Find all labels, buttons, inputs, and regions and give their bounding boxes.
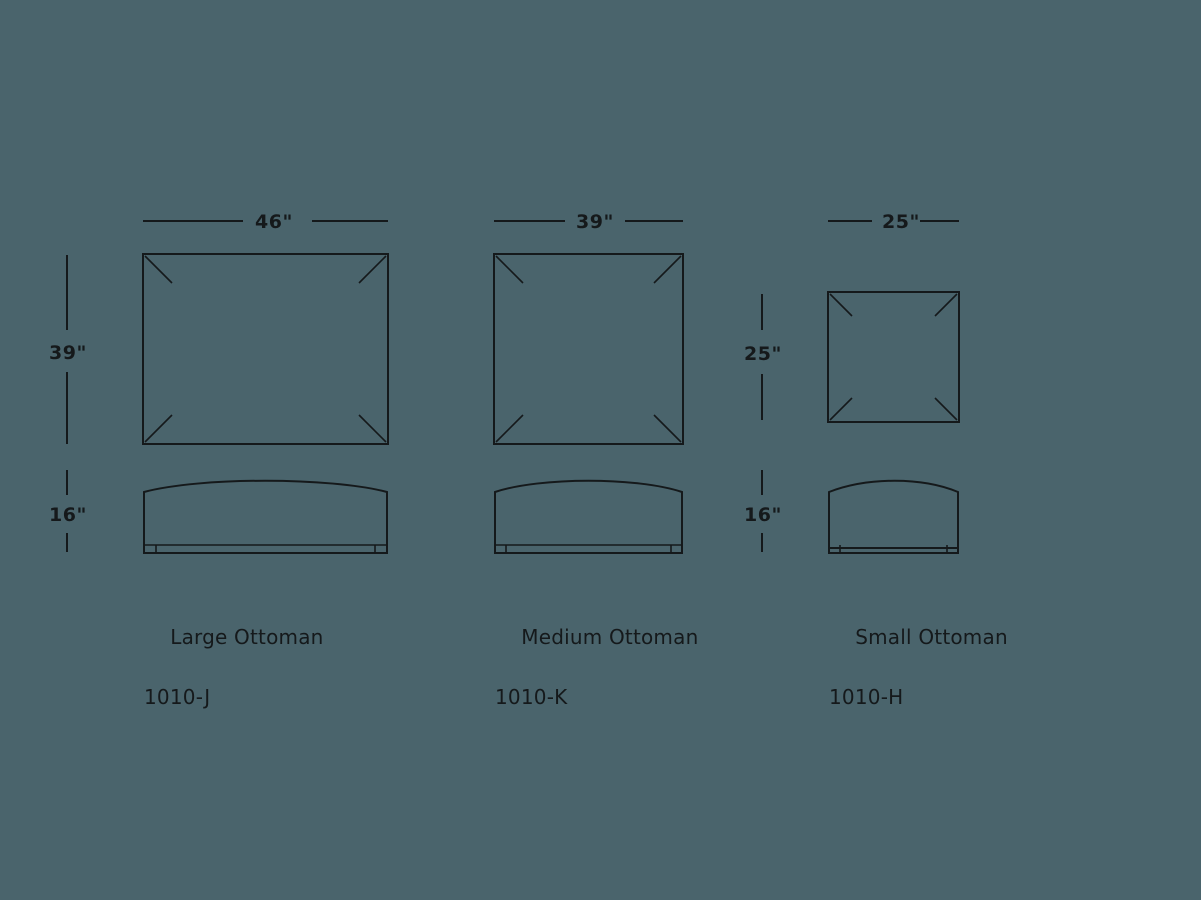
- large-depth-label: 39": [49, 342, 87, 364]
- medium-top-view: [494, 254, 683, 444]
- medium-product-name: Medium Ottoman: [521, 625, 699, 649]
- large-width-dimension: [143, 211, 388, 233]
- large-front-view: [144, 481, 387, 553]
- small-height-dimension: [744, 470, 782, 552]
- small-width-label: 25": [882, 211, 920, 233]
- large-width-label: 46": [255, 211, 293, 233]
- small-height-label: 16": [744, 504, 782, 526]
- medium-product-code: 1010-K: [495, 685, 568, 709]
- small-depth-label: 25": [744, 343, 782, 365]
- medium-front-view: [495, 481, 682, 553]
- small-caption: [829, 592, 1008, 772]
- medium-caption: [495, 592, 698, 772]
- small-width-dimension: [828, 211, 959, 233]
- large-top-view: [143, 254, 388, 444]
- small-product-name: Small Ottoman: [855, 625, 1008, 649]
- large-height-dimension: [49, 470, 87, 552]
- medium-width-label: 39": [576, 211, 614, 233]
- small-product-code: 1010-H: [829, 685, 904, 709]
- large-product-code: 1010-J: [144, 685, 211, 709]
- large-product-name: Large Ottoman: [170, 625, 324, 649]
- medium-width-dimension: [494, 211, 683, 233]
- large-depth-dimension: [49, 255, 87, 444]
- small-front-view: [829, 481, 958, 553]
- small-depth-dimension: [744, 294, 782, 420]
- large-caption: [144, 592, 324, 772]
- large-height-label: 16": [49, 504, 87, 526]
- small-top-view: [828, 292, 959, 422]
